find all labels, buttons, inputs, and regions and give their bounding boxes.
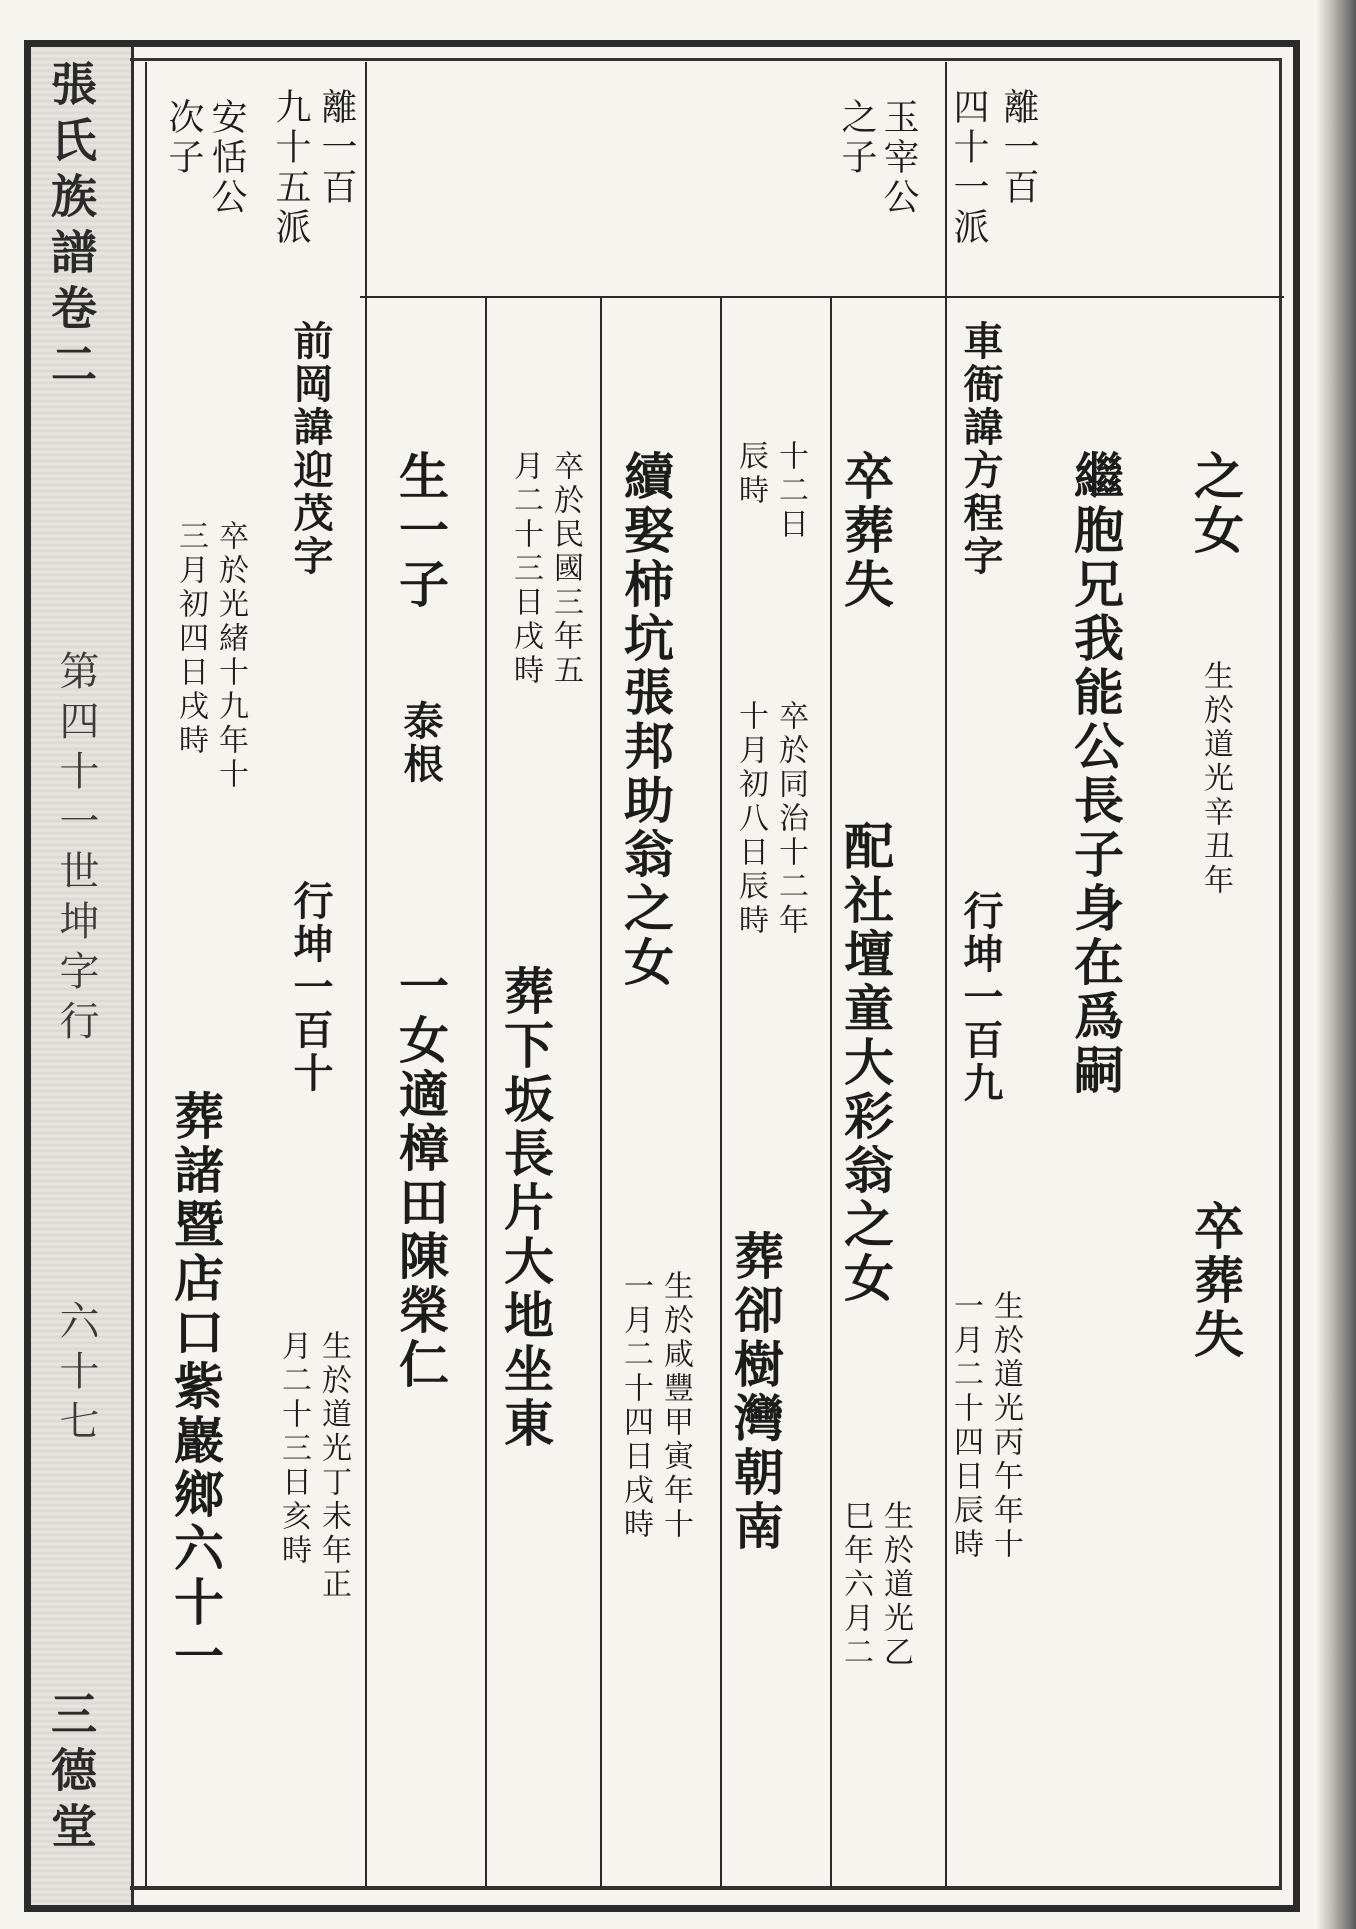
col-2-main: 繼胞兄我能公長子身在爲嗣 bbox=[1066, 450, 1125, 1098]
col-6-mid: 續娶柿坑張邦助翁之女 bbox=[616, 450, 675, 990]
column-rule bbox=[600, 296, 602, 1888]
col-5-note-b-line-1: 卒於同治十二年 bbox=[773, 700, 808, 938]
col-3-note-line-2: 一月二十四日辰時 bbox=[948, 1290, 983, 1562]
column-rule bbox=[485, 296, 487, 1888]
header-cell-2-line-2: 之子 bbox=[836, 98, 877, 178]
header-cell-4-line-2: 次子 bbox=[163, 98, 204, 178]
col-8-lead: 生一子 bbox=[391, 450, 450, 612]
col-5-note-b-line-2: 十月初八日辰時 bbox=[733, 700, 768, 938]
col-3-mid: 行坤一百九 bbox=[957, 890, 1004, 1105]
col-1-main: 之女 bbox=[1186, 450, 1245, 558]
spine-page-number: 六十七 bbox=[53, 1300, 99, 1450]
col-9-mid: 行坤一百十 bbox=[287, 880, 334, 1095]
col-6-note-line-2: 一月二十四日戌時 bbox=[618, 1270, 653, 1542]
col-4-lead: 卒葬失 bbox=[836, 450, 895, 612]
col-3-lead: 車衙諱方程字 bbox=[957, 320, 1004, 578]
header-cell-4-line-1: 安恬公 bbox=[206, 98, 247, 218]
header-cell-3-line-1: 離一百 bbox=[316, 88, 357, 208]
column-rule bbox=[365, 62, 367, 1888]
col-1-tail: 卒葬失 bbox=[1186, 1200, 1245, 1362]
col-9-lead: 前岡諱迎茂字 bbox=[287, 320, 334, 578]
col-7-note-line-1b: 月二十三日戌時 bbox=[508, 450, 543, 688]
spine-lower-mark: 三德堂 bbox=[44, 1690, 98, 1858]
col-5-note-a-line-2: 辰時 bbox=[733, 440, 768, 508]
header-cell-3-line-2: 九十五派 bbox=[270, 88, 311, 248]
col-10-mid: 葬諸暨店口紫巖鄉六十一 bbox=[166, 1090, 225, 1684]
col-5-mid: 葬卻樹灣朝南 bbox=[726, 1230, 785, 1554]
col-4-note-line-2: 巳年六月二 bbox=[838, 1500, 873, 1670]
col-9-note-line-1: 生於道光丁未年正 bbox=[316, 1330, 351, 1602]
col-6-note-line-1: 生於咸豐甲寅年十 bbox=[658, 1270, 693, 1542]
header-divider bbox=[360, 296, 1284, 298]
col-3-note-line-1: 生於道光丙午年十 bbox=[988, 1290, 1023, 1562]
header-cell-1-line-1: 離一百 bbox=[998, 88, 1039, 208]
col-7-mid: 葬下坂長片大地坐東 bbox=[496, 965, 555, 1451]
col-5-note-a-line-1: 十二日 bbox=[773, 440, 808, 542]
col-4-mid: 配社壇童大彩翁之女 bbox=[836, 820, 895, 1306]
spine-world-line: 第四十一世坤字行 bbox=[53, 650, 99, 1050]
column-rule bbox=[830, 296, 832, 1888]
column-rule bbox=[145, 62, 147, 1888]
col-7-note-line-1: 卒於民國三年五 bbox=[548, 450, 583, 688]
column-rule bbox=[720, 296, 722, 1888]
col-10-note-line-1: 卒於光緒十九年十 bbox=[213, 520, 248, 792]
spine-title: 張氏族譜卷二 bbox=[44, 60, 98, 396]
header-cell-1-line-2: 四十一派 bbox=[948, 88, 989, 248]
column-rule bbox=[945, 62, 947, 1888]
header-cell-2-line-1: 玉宰公 bbox=[878, 98, 919, 218]
col-8-mid: 一女適樟田陳榮仁 bbox=[391, 960, 450, 1392]
col-9-note-line-2: 月二十三日亥時 bbox=[276, 1330, 311, 1568]
col-8-name: 泰根 bbox=[397, 700, 444, 786]
adjacent-page-edge bbox=[1316, 0, 1356, 1929]
col-4-note-line-1: 生於道光乙 bbox=[878, 1500, 913, 1670]
col-1-note: 生於道光辛丑年 bbox=[1198, 660, 1233, 898]
col-10-note-line-2: 三月初四日戌時 bbox=[173, 520, 208, 758]
